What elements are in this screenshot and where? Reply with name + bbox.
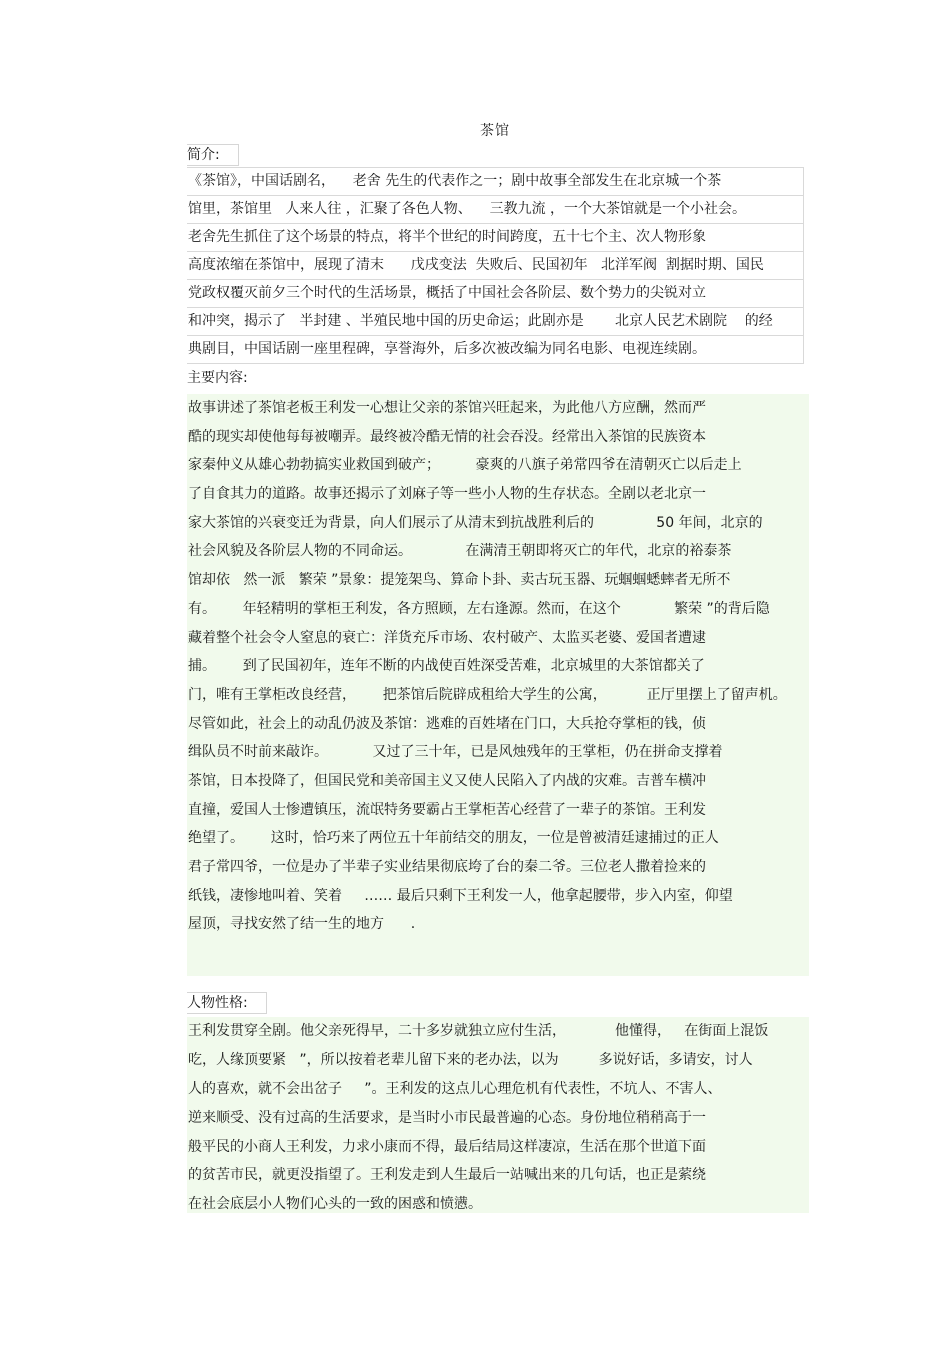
content-line: 故事讲述了茶馆老板王利发一心想让父亲的茶馆兴旺起来，为此他八方应酬，然而严: [188, 400, 706, 416]
content-line: 家大茶馆的兴衰变迁为背景，向人们展示了从清末到抗战胜利后的 50 年间，北京的: [188, 514, 763, 531]
character-line: 般平民的小商人王利发，力求小康而不得，最后结局这样凄凉，生活在那个世道下面: [188, 1138, 706, 1155]
intro-line: 典剧目，中国话剧一座里程碑，享誉海外，后多次被改编为同名电影、电视连续剧。: [187, 335, 804, 364]
intro-line: 老舍先生抓住了这个场景的特点，将半个世纪的时间跨度，五十七个主、次人物形象: [187, 223, 804, 252]
intro-line: 高度浓缩在茶馆中，展现了清末 戊戌变法 失败后、民国初年 北洋军阀 割据时期、国民: [187, 251, 804, 280]
content-line: 馆却依 然一派 繁荣 ”景象：提笼架鸟、算命卜卦、卖古玩玉器、玩蝈蝈蟋蟀者无所不: [188, 572, 731, 589]
content-line: 缉队员不时前来敲诈。 又过了三十年，已是风烛残年的王掌柜，仍在拼命支撑着: [188, 744, 723, 761]
content-line: 藏着整个社会令人窒息的衰亡：洋货充斥市场、农村破产、太监买老婆、爱国者遭逮: [188, 629, 706, 646]
content-line: 尽管如此，社会上的动乱仍波及茶馆：逃难的百姓堵在门口，大兵抢夺掌柜的钱，侦: [188, 715, 706, 732]
intro-line: 党政权覆灭前夕三个时代的生活场景，概括了中国社会各阶层、数个势力的尖锐对立: [187, 279, 804, 308]
content-line: 君子常四爷，一位是办了半辈子实业结果彻底垮了台的秦二爷。三位老人撒着捡来的: [188, 859, 706, 875]
character-paragraph: [187, 1017, 809, 1213]
content-line: 有。 年轻精明的掌柜王利发，各方照顾，左右逢源。然而，在这个 繁荣 ”的背后隐: [188, 600, 770, 617]
content-line: 社会风貌及各阶层人物的不同命运。 在满清王朝即将灭亡的年代，北京的裕泰茶: [188, 543, 732, 560]
content-line: 屋顶，寻找安然了结一生的地方 .: [188, 916, 416, 933]
intro-line: 馆里，茶馆里 人来人往 ，汇聚了各色人物、 三教九流 ，一个大茶馆就是一个小社会。: [187, 195, 804, 224]
document-title: 茶馆: [480, 123, 510, 139]
intro-paragraph: [187, 168, 804, 364]
content-line: 了自食其力的道路。故事还揭示了刘麻子等一些小人物的生存状态。全剧以老北京一: [188, 486, 706, 503]
character-line: 逆来顺受、没有过高的生活要求，是当时小市民最普遍的心态。身份地位稍稍高于一: [188, 1109, 706, 1126]
content-line: 门，唯有王掌柜改良经营， 把茶馆后院辟成租给大学生的公寓， 正厅里摆上了留声机。: [188, 686, 787, 703]
intro-line: 和冲突，揭示了 半封建 、半殖民地中国的历史命运；此剧亦是 北京人民艺术剧院 的经: [187, 307, 804, 336]
content-line: 茶馆，日本投降了，但国民党和美帝国主义又使人民陷入了内战的灾难。吉普车横冲: [188, 772, 706, 789]
content-line: 直撞，爱国人士惨遭镇压，流氓特务要霸占王掌柜苦心经营了一辈子的茶馆。王利发: [188, 801, 706, 818]
content-paragraph: [187, 394, 809, 976]
character-label: 人物性格:: [187, 992, 267, 1014]
content-line: 绝望了。 这时，恰巧来了两位五十年前结交的朋友，一位是曾被清廷逮捕过的正人: [188, 830, 719, 847]
intro-label: 简介:: [187, 144, 239, 166]
character-line: 的贫苦市民，就更没指望了。王利发走到人生最后一站喊出来的几句话，也正是萦绕: [188, 1167, 706, 1184]
content-line: 酷的现实却使他每每被嘲弄。最终被冷酷无情的社会吞没。经常出入茶馆的民族资本: [188, 428, 706, 445]
intro-line: 《茶馆》，中国话剧名， 老舍 先生的代表作之一；剧中故事全部发生在北京城一个茶: [187, 167, 804, 196]
content-line: 捕。 到了民国初年，连年不断的内战使百姓深受苦难，北京城里的大茶馆都关了: [188, 658, 705, 675]
content-line: 家秦仲义从雄心勃勃搞实业救国到破产； 豪爽的八旗子弟常四爷在清朝灭亡以后走上: [188, 457, 742, 474]
content-label: 主要内容:: [187, 370, 248, 386]
character-line: 王利发贯穿全剧。他父亲死得早，二十多岁就独立应付生活， 他懂得， 在街面上混饭: [188, 1023, 769, 1039]
character-line: 在社会底层小人物们心头的一致的困惑和愤懑。: [188, 1196, 482, 1213]
character-line: 人的喜欢，就不会出岔子 ”。王利发的这点儿心理危机有代表性，不坑人、不害人、: [188, 1080, 722, 1097]
character-line: 吃，人缘顶要紧 ”，所以按着老辈儿留下来的老办法，以为 多说好话，多请安，讨人: [188, 1051, 753, 1068]
content-line: 纸钱，凄惨地叫着、笑着 …… 最后只剩下王利发一人，他拿起腰带，步入内室，仰望: [188, 887, 733, 904]
